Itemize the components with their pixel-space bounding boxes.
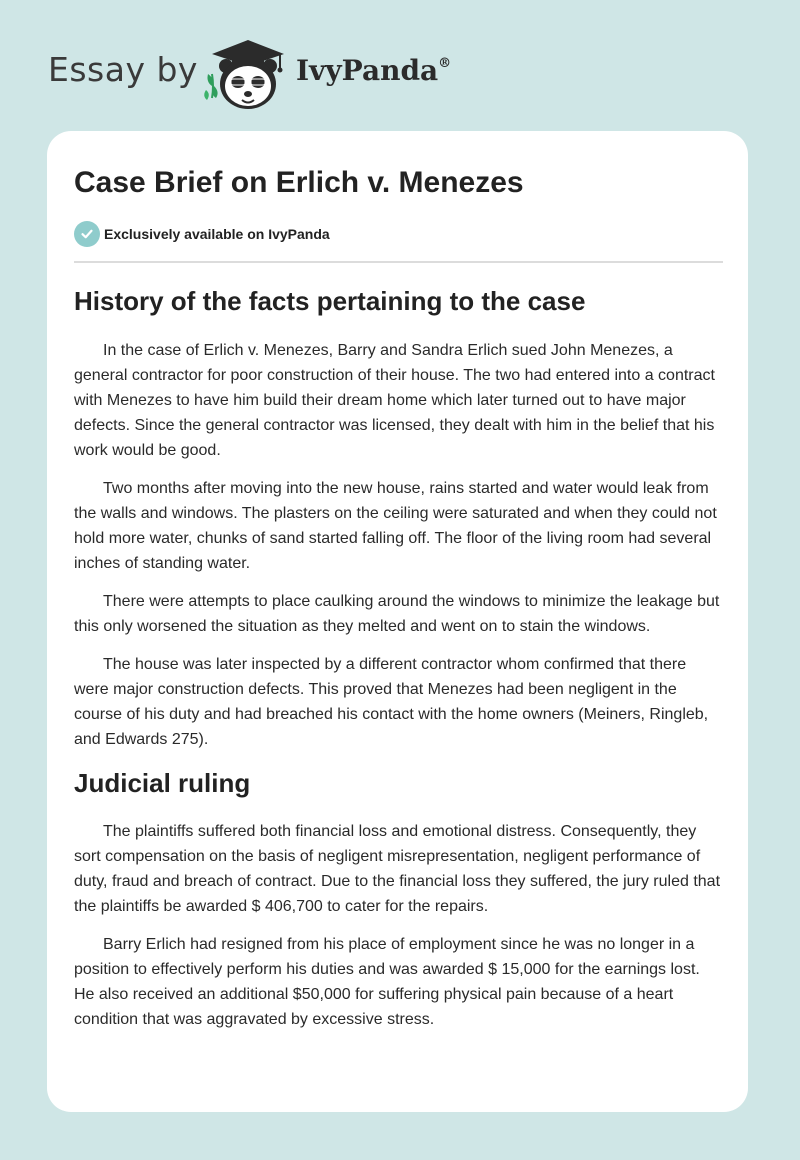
section-heading: Judicial ruling xyxy=(74,768,251,798)
essay-body xyxy=(74,283,723,1045)
exclusive-badge-label: Exclusively available on IvyPanda xyxy=(104,226,330,242)
essay-by-label: Essay by xyxy=(48,50,198,89)
page-title: Case Brief on Erlich v. Menezes xyxy=(74,166,524,199)
registered-mark: ® xyxy=(438,56,452,71)
paragraph: Two months after moving into the new house, rains started and water would leak from the walls and windows. The plasters on the ceiling were saturated and when they could not hold more water, chunks of sand started falling off. The floor of the living room had several inches of standing water. xyxy=(74,480,717,572)
panda-icon xyxy=(219,59,277,109)
brand-text: IvyPanda xyxy=(296,54,439,87)
essay-card xyxy=(47,131,748,1112)
paragraph: There were attempts to place caulking around the windows to minimize the leakage but this only worsened the situation as they melted and went on to stain the windows. xyxy=(74,593,720,635)
paragraph: The house was later inspected by a different contractor whom confirmed that there were major construction defects. This proved that Menezes had been negligent in the course of his duty and had breached his contact with the home owners (Meiners, Ringleb, and Edwards 275). xyxy=(74,656,709,748)
divider xyxy=(74,261,723,263)
section-heading: History of the facts pertaining to the case xyxy=(74,286,586,316)
paragraph: The plaintiffs suffered both financial loss and emotional distress. Consequently, they sort compensation on the basis of negligent misrepresentation, negligent performance of duty, fraud and breach of contract. Due to the financial loss they suffered, the jury ruled that the plaintiffs be awarded $ 406,700 to cater for the repairs. xyxy=(74,823,721,915)
check-icon xyxy=(74,221,100,247)
ivy-leaf-icon xyxy=(204,74,217,100)
paragraph: Barry Erlich had resigned from his place of employment since he was no longer in a position to effectively perform his duties and was awarded $ 15,000 for the earnings lost. He also received an additional $50,000 for suffering physical pain because of a heart condition that was aggravated by excessive stress. xyxy=(74,936,700,1028)
site-header xyxy=(0,0,800,130)
exclusive-badge xyxy=(74,221,330,247)
ivypanda-logo[interactable] xyxy=(200,34,296,114)
brand-name[interactable] xyxy=(296,54,451,87)
paragraph: In the case of Erlich v. Menezes, Barry and Sandra Erlich sued John Menezes, a general contractor for poor construction of their house. The two had entered into a contract with Menezes to have him build their dream home which later turned out to have major defects. Since the general contractor was licensed, they dealt with him in the belief that his work would be good. xyxy=(74,342,715,459)
